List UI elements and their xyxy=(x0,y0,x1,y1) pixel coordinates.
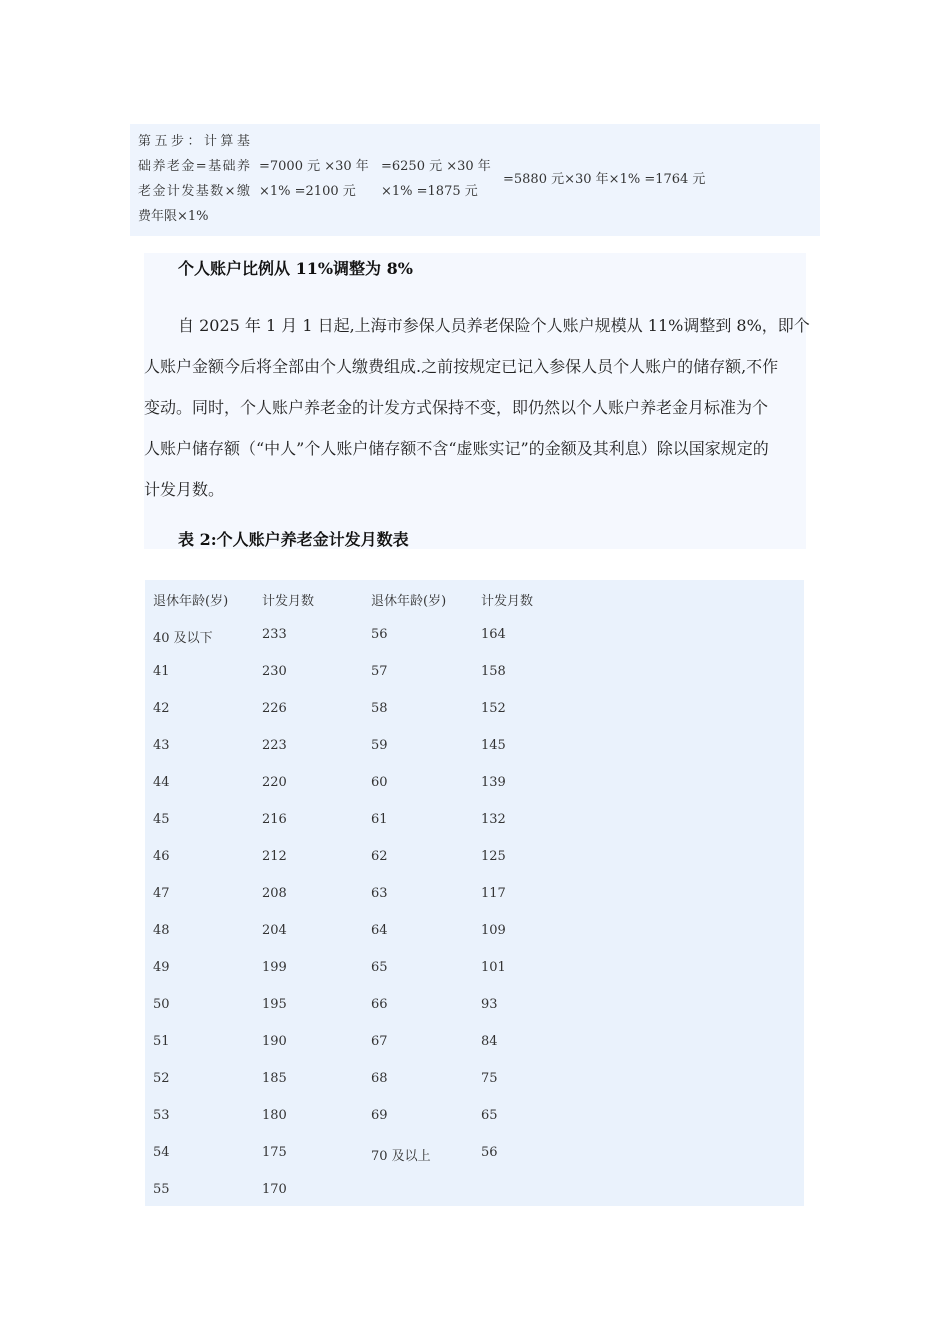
table-cell: 46 xyxy=(153,849,170,864)
table-cell: 84 xyxy=(481,1034,498,1049)
table-cell: 152 xyxy=(481,701,506,716)
paragraph-line: 人账户金额今后将全部由个人缴费组成.之前按规定已记入参保人员个人账户的储存额,不作 xyxy=(144,357,779,376)
paragraph-line: 自 2025 年 1 月 1 日起,上海市参保人员养老保险个人账户规模从 11%调整到 8%，即个 xyxy=(178,316,810,335)
table-cell: 67 xyxy=(371,1034,388,1049)
header-cell: 计发月数 xyxy=(262,594,315,609)
table-cell: 117 xyxy=(481,886,506,901)
table-row xyxy=(145,950,804,987)
table-cell: 50 xyxy=(153,997,170,1012)
table-cell: 66 xyxy=(371,997,388,1012)
table-cell: 132 xyxy=(481,812,506,827)
table-cell: 199 xyxy=(262,960,287,975)
table-cell: 62 xyxy=(371,849,388,864)
table-cell: 51 xyxy=(153,1034,170,1049)
table-cell: 75 xyxy=(481,1071,498,1086)
table-cell: 45 xyxy=(153,812,170,827)
table-cell: 195 xyxy=(262,997,287,1012)
table-cell: 233 xyxy=(262,627,287,642)
table-cell: 65 xyxy=(481,1108,498,1123)
step5-calc-line: =6250 元 ×30 年 xyxy=(381,159,491,174)
table-cell: 41 xyxy=(153,664,170,679)
section-heading: 个人账户比例从 11%调整为 8% xyxy=(178,259,413,278)
table-row xyxy=(145,654,804,691)
table-cell: 70 及以上 xyxy=(371,1149,431,1164)
table-caption: 表 2:个人账户养老金计发月数表 xyxy=(178,530,409,549)
step5-formula-line: 第 五 步 ： 计 算 基 xyxy=(138,134,250,149)
table-cell: 54 xyxy=(153,1145,170,1160)
table-cell: 52 xyxy=(153,1071,170,1086)
step5-calc-5880: =5880 元×30 年×1% =1764 元 xyxy=(503,172,706,187)
section-paragraph xyxy=(144,305,810,510)
table-row xyxy=(145,728,804,765)
table-row xyxy=(145,1024,804,1061)
table-cell: 93 xyxy=(481,997,498,1012)
step5-calc-7000 xyxy=(259,154,374,204)
table-cell: 40 及以下 xyxy=(153,631,213,646)
table-cell: 101 xyxy=(481,960,506,975)
paragraph-line: 变动。同时，个人账户养老金的计发方式保持不变，即仍然以个人账户养老金月标准为个 xyxy=(144,398,769,417)
table-cell: 139 xyxy=(481,775,506,790)
table-cell: 158 xyxy=(481,664,506,679)
table-cell: 47 xyxy=(153,886,170,901)
table-row xyxy=(145,1135,804,1172)
step5-formula-line: 老 金 计 发 基 数 × 缴 xyxy=(138,184,250,199)
table-cell: 190 xyxy=(262,1034,287,1049)
step5-calc-6250 xyxy=(381,154,496,204)
table-row xyxy=(145,1098,804,1135)
header-cell: 退休年龄(岁) xyxy=(153,594,229,609)
table-cell: 170 xyxy=(262,1182,287,1197)
table-header-row xyxy=(145,580,804,617)
table-cell: 58 xyxy=(371,701,388,716)
table-row xyxy=(145,839,804,876)
table-cell: 208 xyxy=(262,886,287,901)
step5-calculation-block xyxy=(130,124,820,236)
account-ratio-section xyxy=(144,253,810,549)
table-cell: 230 xyxy=(262,664,287,679)
table-cell: 42 xyxy=(153,701,170,716)
table-cell: 125 xyxy=(481,849,506,864)
table-row xyxy=(145,1172,804,1209)
table-cell: 204 xyxy=(262,923,287,938)
step5-formula-label xyxy=(138,129,250,229)
table-row xyxy=(145,765,804,802)
table-row xyxy=(145,1061,804,1098)
table-cell: 57 xyxy=(371,664,388,679)
header-cell: 计发月数 xyxy=(481,594,534,609)
table-cell: 220 xyxy=(262,775,287,790)
table-cell: 180 xyxy=(262,1108,287,1123)
table-cell: 49 xyxy=(153,960,170,975)
table-cell: 64 xyxy=(371,923,388,938)
table-row xyxy=(145,691,804,728)
payout-months-table xyxy=(145,580,804,1206)
table-cell: 53 xyxy=(153,1108,170,1123)
table-cell: 60 xyxy=(371,775,388,790)
paragraph-line: 人账户储存额（“中人”个人账户储存额不含“虚账实记”的金额及其利息）除以国家规定的 xyxy=(144,439,769,458)
header-cell: 退休年龄(岁) xyxy=(371,594,447,609)
step5-formula-line: 础 养 老 金 = 基 础 养 xyxy=(138,159,250,174)
table-cell: 109 xyxy=(481,923,506,938)
table-row xyxy=(145,987,804,1024)
table-cell: 223 xyxy=(262,738,287,753)
table-cell: 44 xyxy=(153,775,170,790)
table-cell: 145 xyxy=(481,738,506,753)
table-cell: 55 xyxy=(153,1182,170,1197)
table-row xyxy=(145,802,804,839)
table-cell: 48 xyxy=(153,923,170,938)
table-cell: 59 xyxy=(371,738,388,753)
step5-calc-line: ×1% =2100 元 xyxy=(259,184,356,199)
table-cell: 226 xyxy=(262,701,287,716)
table-row xyxy=(145,876,804,913)
table-cell: 43 xyxy=(153,738,170,753)
table-cell: 175 xyxy=(262,1145,287,1160)
step5-calc-line: =7000 元 ×30 年 xyxy=(259,159,369,174)
table-cell: 212 xyxy=(262,849,287,864)
table-cell: 65 xyxy=(371,960,388,975)
table-cell: 164 xyxy=(481,627,506,642)
paragraph-line: 计发月数。 xyxy=(144,480,225,499)
table-cell: 185 xyxy=(262,1071,287,1086)
table-cell: 56 xyxy=(371,627,388,642)
table-row xyxy=(145,617,804,654)
table-cell: 63 xyxy=(371,886,388,901)
table-cell: 61 xyxy=(371,812,388,827)
step5-calc-line: ×1% =1875 元 xyxy=(381,184,478,199)
table-cell: 68 xyxy=(371,1071,388,1086)
table-cell: 69 xyxy=(371,1108,388,1123)
table-row xyxy=(145,913,804,950)
table-cell: 56 xyxy=(481,1145,498,1160)
table-cell: 216 xyxy=(262,812,287,827)
step5-formula-line: 费年限×1% xyxy=(138,209,209,224)
